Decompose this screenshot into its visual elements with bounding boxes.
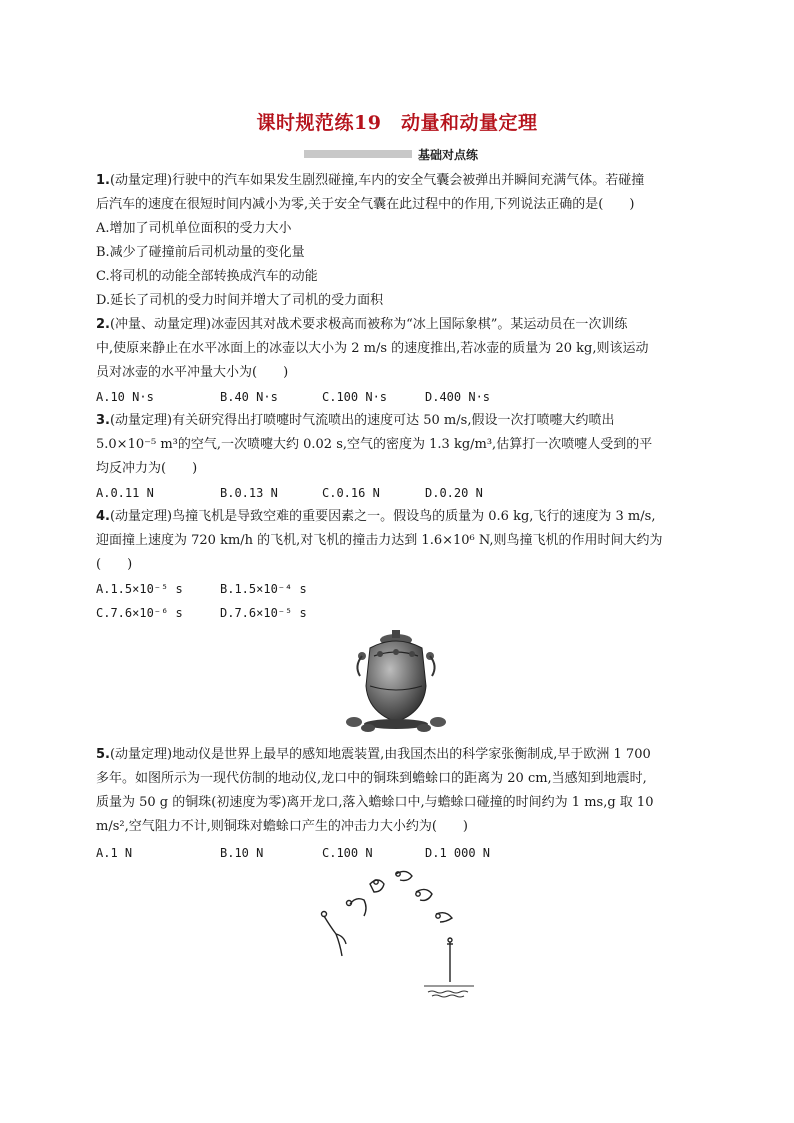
q2-text1: (冲量、动量定理)冰壶因其对战术要求极高而被称为“冰上国际象棋”。某运动员在一次训练 [109,317,628,332]
q4-text1: (动量定理)鸟撞飞机是导致空难的重要因素之一。假设鸟的质量为 0.6 kg,飞行的速度为 3 m/s, [109,509,656,524]
diver-sequence-figure [316,864,476,1004]
q4-option-d: D.7.6×10⁻⁵ s [220,606,307,620]
q3-line1 [96,412,614,430]
q1-option-d: D.延长了司机的受力时间并增大了司机的受力面积 [96,293,384,308]
q1-line1 [96,172,644,190]
q5-option-b: B.10 N [220,846,264,860]
q4-option-b: B.1.5×10⁻⁴ s [220,582,307,596]
q1-option-c: C.将司机的动能全部转换成汽车的动能 [96,269,318,284]
q1-line2: 后汽车的速度在很短时间内减小为零,关于安全气囊在此过程中的作用,下列说法正确的是( ) [96,197,635,212]
q4-line2: 迎面撞上速度为 720 km/h 的飞机,对飞机的撞击力达到 1.6×10⁶ N,则鸟撞飞机的作用时间大约为 [96,533,663,548]
q2-line2: 中,使原来静止在水平冰面上的冰壶以大小为 2 m/s 的速度推出,若冰壶的质量为 20 kg,则该运动 [96,341,649,356]
q2-option-b: B.40 N·s [220,390,278,404]
q2-option-c: C.100 N·s [322,390,388,404]
q5-line3: 质量为 50 g 的铜珠(初速度为零)离开龙口,落入蟾蜍口中,与蟾蜍口碰撞的时间约为 1 ms,g 取 10 [96,795,654,810]
q3-option-d: D.0.20 N [425,486,483,500]
q5-option-d: D.1 000 N [425,846,491,860]
q3-number: 3. [96,413,110,428]
q4-option-c: C.7.6×10⁻⁶ s [96,606,183,620]
q3-option-b: B.0.13 N [220,486,278,500]
q2-option-a: A.10 N·s [96,390,154,404]
q5-option-a: A.1 N [96,846,133,860]
q5-line2: 多年。如图所示为一现代仿制的地动仪,龙口中的铜珠到蟾蜍口的距离为 20 cm,当感知到地震时, [96,771,647,786]
q5-option-c: C.100 N [322,846,373,860]
q2-option-d: D.400 N·s [425,390,491,404]
q5-line4: m/s²,空气阻力不计,则铜珠对蟾蜍口产生的冲击力大小约为( ) [96,819,468,834]
q1-option-b: B.减少了碰撞前后司机动量的变化量 [96,245,305,260]
q4-number: 4. [96,509,110,524]
q2-line1 [96,316,627,334]
q5-text1: (动量定理)地动仪是世界上最早的感知地震装置,由我国杰出的科学家张衡制成,早于欧洲 1 700 [109,747,651,762]
q5-line1 [96,746,651,764]
q1-option-a: A.增加了司机单位面积的受力大小 [96,221,292,236]
q3-option-c: C.0.16 N [322,486,380,500]
q3-option-a: A.0.11 N [96,486,154,500]
q4-line1 [96,508,655,526]
seismoscope-figure [340,626,452,736]
q4-option-a: A.1.5×10⁻⁵ s [96,582,183,596]
q5-number: 5. [96,747,110,762]
q3-text1: (动量定理)有关研究得出打喷嚏时气流喷出的速度可达 50 m/s,假设一次打喷嚏大约喷出 [109,413,615,428]
q3-line2: 5.0×10⁻⁵ m³的空气,一次喷嚏大约 0.02 s,空气的密度为 1.3 kg/m³,估算打一次喷嚏人受到的平 [96,437,653,452]
q4-line3: ( ) [96,557,133,572]
q2-number: 2. [96,317,110,332]
q1-text1: (动量定理)行驶中的汽车如果发生剧烈碰撞,车内的安全气囊会被弹出并瞬间充满气体。若碰撞 [109,173,645,188]
q1-number: 1. [96,173,110,188]
q2-line3: 员对冰壶的水平冲量大小为( ) [96,365,289,380]
page-title: 课时规范练19 动量和动量定理 [256,112,538,134]
section-bar [304,150,412,158]
section-label: 基础对点练 [418,148,479,162]
q3-line3: 均反冲力为( ) [96,461,198,476]
